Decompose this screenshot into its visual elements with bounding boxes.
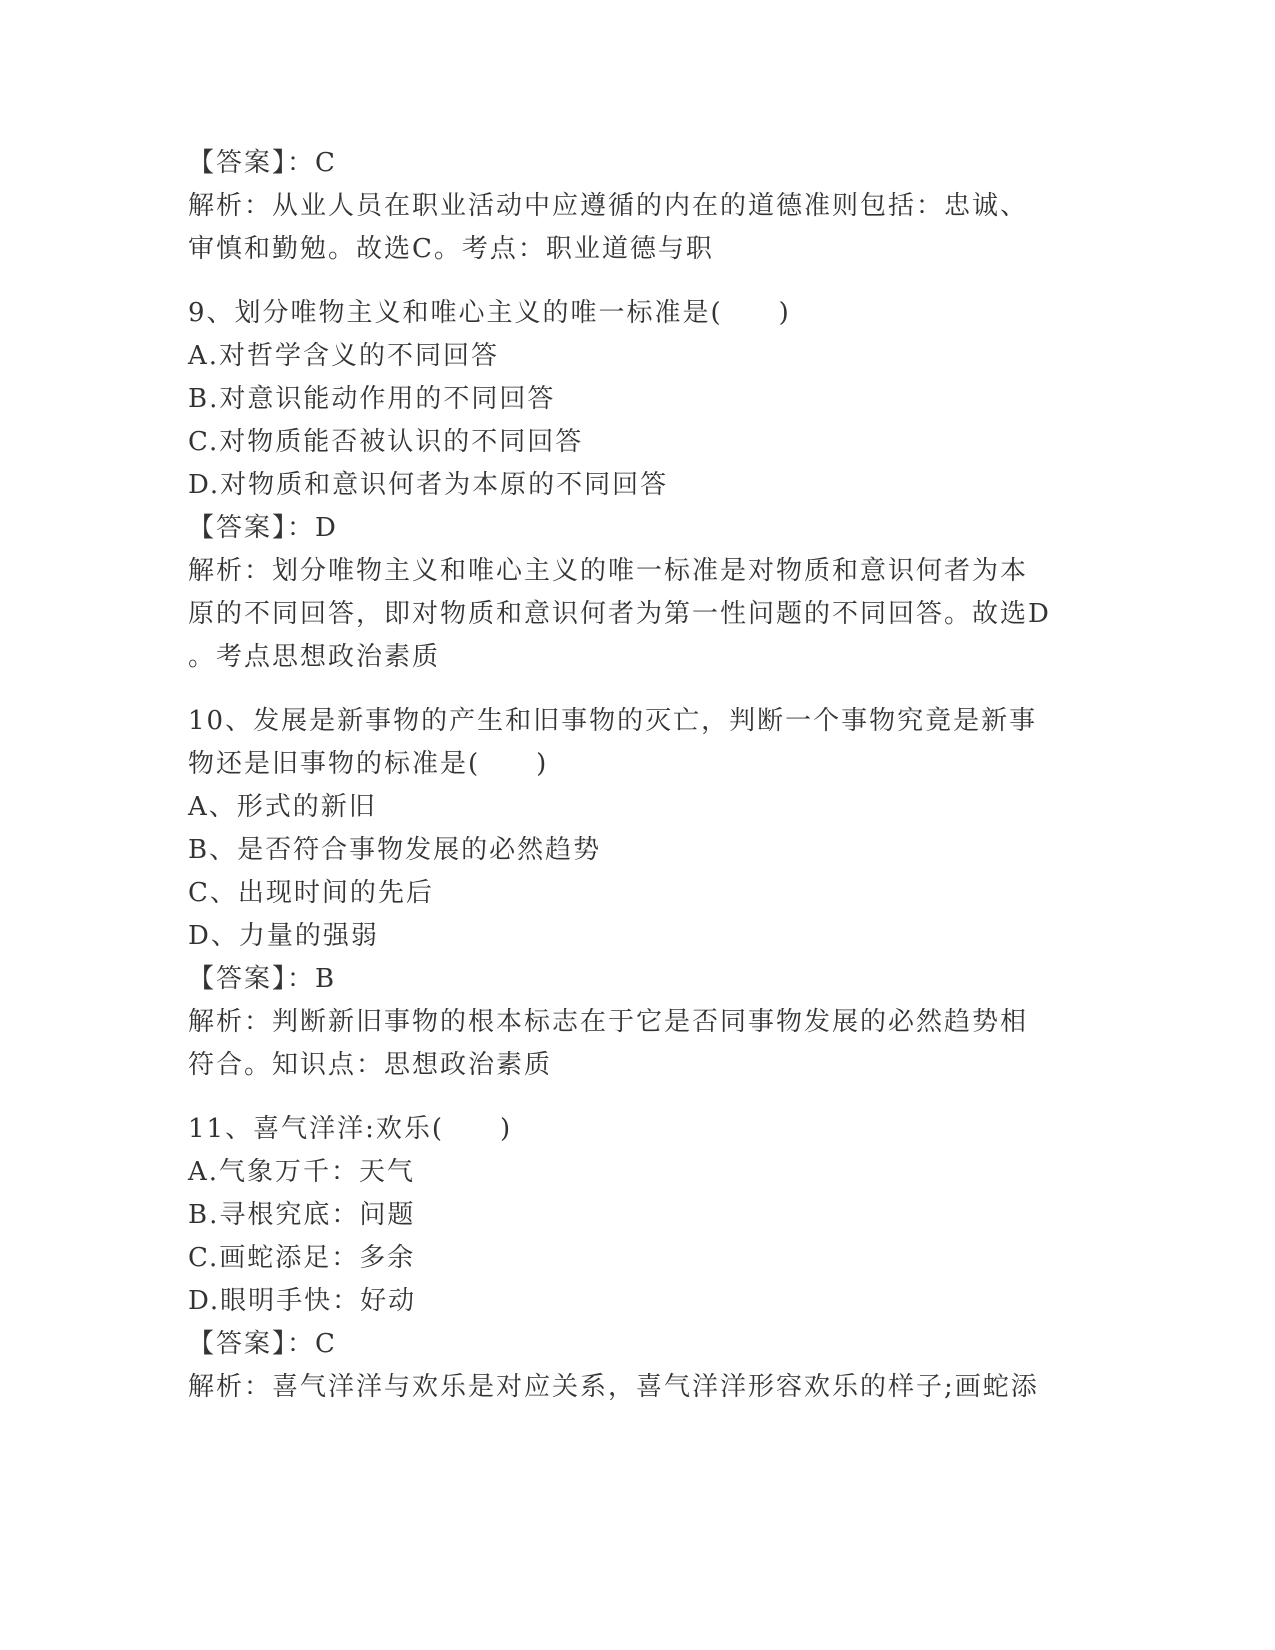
option-c: C、出现时间的先后 [188,878,434,908]
option-b: B、是否符合事物发展的必然趋势 [188,835,602,865]
question-text: 10、发展是新事物的产生和旧事物的灭亡，判断一个事物究竟是新事 [188,706,1038,736]
option-a: A、形式的新旧 [188,792,377,822]
answer-label: 【答案】：B [188,964,337,994]
option-d: D.眼明手快：好动 [188,1286,417,1316]
option-c: C.画蛇添足：多余 [188,1243,416,1273]
question-text: 物还是旧事物的标准是( ) [188,749,549,779]
option-a: A.对哲学含义的不同回答 [188,341,500,371]
option-d: D.对物质和意识何者为本原的不同回答 [188,470,669,500]
explanation-line: 原的不同回答，即对物质和意识何者为第一性问题的不同回答。故选D [188,599,1051,629]
document-content [188,142,1088,1409]
explanation-line: 符合。知识点：思想政治素质 [188,1050,553,1080]
question-text: 9、划分唯物主义和唯心主义的唯一标准是( ) [188,298,791,328]
question-text: 11、喜气洋洋:欢乐( ) [188,1114,513,1144]
option-a: A.气象万千：天气 [188,1157,416,1187]
question-block-q11 [188,1108,1088,1409]
explanation-line: 解析：判断新旧事物的根本标志在于它是否同事物发展的必然趋势相 [188,1007,1029,1037]
explanation-line: 解析：从业人员在职业活动中应遵循的内在的道德准则包括：忠诚、 [188,191,1029,221]
block-spacer [188,271,1088,292]
answer-block-q8 [188,142,1088,271]
option-b: B.对意识能动作用的不同回答 [188,384,556,414]
answer-label: 【答案】：C [188,1329,337,1359]
answer-label: 【答案】：D [188,513,338,543]
option-c: C.对物质能否被认识的不同回答 [188,427,584,457]
option-b: B.寻根究底：问题 [188,1200,416,1230]
question-block-q10 [188,700,1088,1087]
explanation-line: 审慎和勤勉。故选C。考点：职业道德与职 [188,234,714,264]
option-d: D、力量的强弱 [188,921,379,951]
block-spacer [188,679,1088,700]
explanation-line: 解析：划分唯物主义和唯心主义的唯一标准是对物质和意识何者为本 [188,556,1029,586]
answer-label: 【答案】：C [188,148,337,178]
block-spacer [188,1087,1088,1108]
question-block-q9 [188,292,1088,679]
explanation-line: 解析：喜气洋洋与欢乐是对应关系，喜气洋洋形容欢乐的样子;画蛇添 [188,1372,1039,1402]
explanation-line: 。考点思想政治素质 [188,642,441,672]
